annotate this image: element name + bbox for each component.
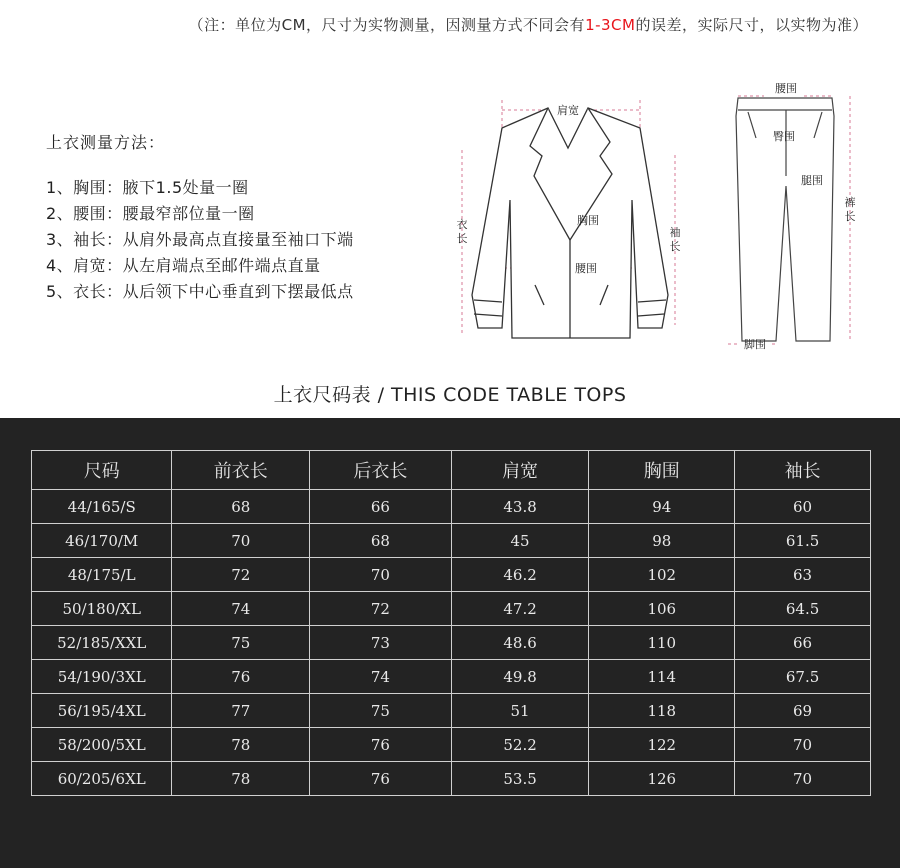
cell-chest: 118: [589, 694, 735, 728]
cell-size: 58/200/5XL: [32, 728, 172, 762]
header-chest: 胸围: [589, 451, 735, 490]
cell-shoulder: 53.5: [451, 762, 589, 796]
cell-size: 44/165/S: [32, 490, 172, 524]
header-shoulder: 肩宽: [451, 451, 589, 490]
cell-size: 50/180/XL: [32, 592, 172, 626]
cell-front-length: 78: [172, 762, 310, 796]
cell-size: 48/175/L: [32, 558, 172, 592]
cell-front-length: 77: [172, 694, 310, 728]
note-suffix: 的误差，实际尺寸，以实物为准）: [635, 16, 868, 34]
cell-shoulder: 45: [451, 524, 589, 558]
cell-front-length: 70: [172, 524, 310, 558]
cell-shoulder: 48.6: [451, 626, 589, 660]
cell-back-length: 73: [310, 626, 452, 660]
jacket-outline: [472, 108, 668, 338]
table-row: [32, 694, 871, 728]
label-pants-length: 长: [844, 210, 856, 223]
cell-chest: 126: [589, 762, 735, 796]
cell-back-length: 76: [310, 728, 452, 762]
method-item: 5、衣长：从后领下中心垂直到下摆最低点: [46, 282, 354, 301]
label-waist: 腰围: [575, 262, 597, 275]
table-row: [32, 728, 871, 762]
cell-back-length: 70: [310, 558, 452, 592]
cell-shoulder: 46.2: [451, 558, 589, 592]
cell-back-length: 68: [310, 524, 452, 558]
cell-size: 56/195/4XL: [32, 694, 172, 728]
cell-back-length: 66: [310, 490, 452, 524]
jacket-diagram: [440, 80, 700, 350]
method-item: 1、胸围：腋下1.5处量一圈: [46, 178, 249, 197]
table-header-row: [32, 451, 871, 490]
measurement-note: [0, 14, 900, 35]
method-item: 3、袖长：从肩外最高点直接量至袖口下端: [46, 230, 354, 249]
label-pants-length: 裤: [844, 196, 856, 209]
table-row: [32, 490, 871, 524]
cell-sleeve: 63: [735, 558, 871, 592]
cell-chest: 98: [589, 524, 735, 558]
header-back-length: 后衣长: [310, 451, 452, 490]
cell-chest: 114: [589, 660, 735, 694]
note-highlight: 1-3CM: [585, 16, 636, 34]
cell-front-length: 72: [172, 558, 310, 592]
cell-chest: 122: [589, 728, 735, 762]
label-thigh: 腿围: [801, 174, 823, 187]
label-shoulder: 肩宽: [557, 104, 579, 117]
cell-sleeve: 61.5: [735, 524, 871, 558]
size-table: [31, 450, 871, 796]
method-title: 上衣测量方法：: [46, 133, 166, 152]
label-pants-waist: 腰围: [775, 82, 797, 95]
label-hip: 臀围: [773, 130, 795, 143]
label-hem: 脚围: [744, 338, 766, 351]
cell-sleeve: 60: [735, 490, 871, 524]
cell-size: 52/185/XXL: [32, 626, 172, 660]
cell-sleeve: 67.5: [735, 660, 871, 694]
table-row: [32, 762, 871, 796]
label-length: 长: [456, 232, 468, 245]
label-chest: 胸围: [577, 214, 599, 227]
table-row: [32, 660, 871, 694]
cell-shoulder: 47.2: [451, 592, 589, 626]
cell-front-length: 68: [172, 490, 310, 524]
label-sleeve: 袖: [669, 226, 681, 239]
cell-sleeve: 70: [735, 728, 871, 762]
cell-sleeve: 70: [735, 762, 871, 796]
cell-front-length: 76: [172, 660, 310, 694]
table-row: [32, 626, 871, 660]
cell-shoulder: 52.2: [451, 728, 589, 762]
cell-back-length: 76: [310, 762, 452, 796]
size-table-title: 上衣尺码表 / THIS CODE TABLE TOPS: [273, 384, 627, 406]
method-item: 4、肩宽：从左肩端点至邮件端点直量: [46, 256, 321, 275]
header-size: 尺码: [32, 451, 172, 490]
cell-chest: 102: [589, 558, 735, 592]
cell-size: 54/190/3XL: [32, 660, 172, 694]
cell-back-length: 75: [310, 694, 452, 728]
note-prefix: （注：单位为CM，尺寸为实物测量，因测量方式不同会有: [188, 16, 586, 34]
cell-front-length: 74: [172, 592, 310, 626]
pants-diagram: [720, 76, 870, 358]
table-row: [32, 524, 871, 558]
cell-chest: 94: [589, 490, 735, 524]
cell-shoulder: 49.8: [451, 660, 589, 694]
cell-back-length: 72: [310, 592, 452, 626]
cell-chest: 106: [589, 592, 735, 626]
cell-shoulder: 43.8: [451, 490, 589, 524]
cell-front-length: 75: [172, 626, 310, 660]
cell-size: 60/205/6XL: [32, 762, 172, 796]
method-item: 2、腰围：腰最窄部位量一圈: [46, 204, 255, 223]
header-sleeve: 袖长: [735, 451, 871, 490]
cell-sleeve: 66: [735, 626, 871, 660]
cell-chest: 110: [589, 626, 735, 660]
cell-shoulder: 51: [451, 694, 589, 728]
cell-back-length: 74: [310, 660, 452, 694]
label-length: 衣: [456, 218, 468, 231]
label-sleeve: 长: [669, 240, 681, 253]
cell-sleeve: 69: [735, 694, 871, 728]
cell-size: 46/170/M: [32, 524, 172, 558]
measurement-method: [46, 130, 354, 305]
cell-front-length: 78: [172, 728, 310, 762]
table-row: [32, 592, 871, 626]
table-row: [32, 558, 871, 592]
header-front-length: 前衣长: [172, 451, 310, 490]
cell-sleeve: 64.5: [735, 592, 871, 626]
